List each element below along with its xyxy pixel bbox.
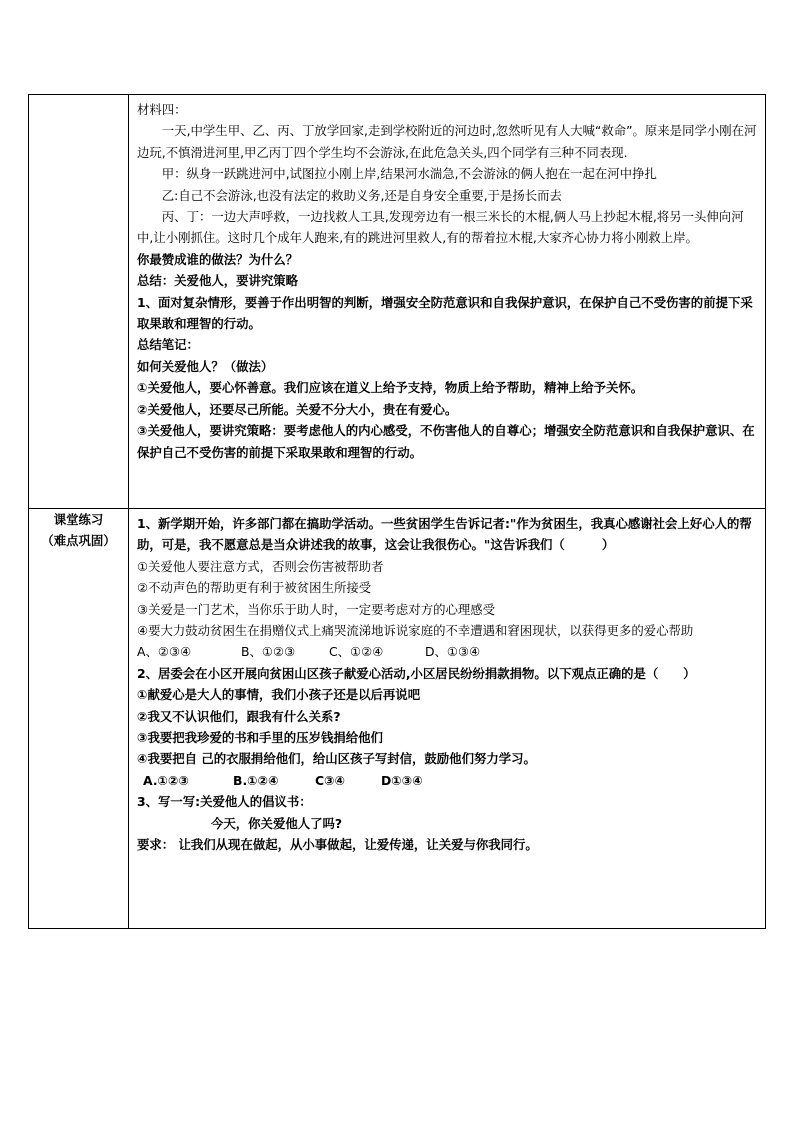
question-2-option-d: D①③④ <box>381 772 423 788</box>
question-1-option-a: A、②③④ <box>137 644 192 660</box>
question-1-stem: 1、新学期开始，许多部门都在搞助学活动。一些贫困学生告诉记者:"作为贫困生，我真心感谢社会上好心人的帮助，可是，我不愿意总是当众讲述我的故事，这会让我很伤心。"这告诉我们（ ） <box>137 516 752 553</box>
material-title: 材料四： <box>137 102 187 117</box>
question-1-statement-4: ④要大力鼓动贫困生在捐赠仪式上痛哭流涕地诉说家庭的不幸遭遇和窘困现状，以获得更多的爱心帮助 <box>137 623 694 639</box>
question-3-requirement: 要求： 让我们从现在做起，从小事做起，让爱传递，让关爱与你我同行。 <box>137 837 538 853</box>
question-1-statement-2: ②不动声色的帮助更有利于被贫困生所接受 <box>137 580 372 596</box>
lesson-table <box>28 94 766 929</box>
question-2-option-b: B.①②④ <box>233 772 279 788</box>
material-row-label-cell <box>29 95 129 509</box>
question-2-statement-3: ③我要把我珍爱的书和手里的压岁钱捐给他们 <box>137 730 383 746</box>
question-1-option-d: D、①③④ <box>425 644 481 660</box>
material-row-content-cell <box>129 95 766 509</box>
story-student-yi: 乙:自己不会游泳,也没有法定的救助义务,还是自身安全重要,于是扬长而去 <box>161 187 562 203</box>
note-item-2: ②关爱他人，还要尽己所能。关爱不分大小，贵在有爱心。 <box>137 401 458 417</box>
question-2-statement-1: ①献爱心是大人的事情，我们小孩子还是以后再说吧 <box>137 687 421 703</box>
question-1-option-b: B、①②③ <box>241 644 296 660</box>
question-3-stem: 3、写一写:关爱他人的倡议书： <box>137 794 312 810</box>
exercise-label: 课堂练习 <box>53 512 104 527</box>
story-student-jia: 甲：纵身一跃跳进河中,试图拉小刚上岸,结果河水湍急,不会游泳的俩人抱在一起在河中挣扎 <box>161 166 657 182</box>
material-row <box>29 95 766 509</box>
note-item-3: ③关爱他人，要讲究策略：要考虑他人的内心感受，不伤害他人的自尊心；增强安全防范意识和自我保护意识、在保护自己不受伤害的前提下采取果敢和理智的行动。 <box>137 423 755 460</box>
summary-point: 1、面对复杂情形，要善于作出明智的判断，增强安全防范意识和自我保护意识，在保护自己不受伤害的前提下采取果敢和理智的行动。 <box>137 294 753 332</box>
question-3-subtitle: 今天，你关爱他人了吗? <box>211 815 343 831</box>
question-2-option-a: A.①②③ <box>143 772 189 788</box>
exercise-label-cell <box>29 509 129 929</box>
question-1-statement-3: ③关爱是一门艺术，当你乐于助人时，一定要考虑对方的心理感受 <box>137 601 496 617</box>
exercise-content-cell <box>129 509 766 929</box>
summary-heading: 总结：关爱他人，要讲究策略 <box>137 273 299 289</box>
question-1-options <box>137 641 759 662</box>
exercise-sublabel: （难点巩固） <box>41 533 116 548</box>
question-2-statement-2: ②我又不认识他们，跟我有什么关系? <box>137 708 341 724</box>
question-2-option-c: C③④ <box>315 772 346 788</box>
notes-question: 如何关爱他人？（做法） <box>137 358 274 374</box>
question-2-options <box>137 770 759 791</box>
question-1-statement-1: ①关爱他人要注意方式，否则会伤害被帮助者 <box>137 558 384 574</box>
question-2-statement-4: ④我要把自 己的衣服捐给他们，给山区孩子写封信，鼓励他们努力学习。 <box>137 751 536 767</box>
discussion-question: 你最赞成谁的做法？为什么？ <box>137 251 299 267</box>
story-paragraph: 一天,中学生甲、乙、丙、丁放学回家,走到学校附近的河边时,忽然听见有人大喊“救命”。原来是同学小刚在河边玩,不慎滑进河里,甲乙丙丁四个学生均不会游泳,在此危急关头,四个同学有三种不同表现. <box>137 123 757 160</box>
exercise-row <box>29 509 766 929</box>
note-item-1: ①关爱他人，要心怀善意。我们应该在道义上给予支持，物质上给予帮助，精神上给予关怀。 <box>137 380 644 396</box>
question-1-option-c: C、①②④ <box>329 644 384 660</box>
story-student-bing-ding: 丙、丁：一边大声呼救，一边找救人工具,发现旁边有一根三米长的木棍,俩人马上抄起木棍,将另一头伸向河中,让小刚抓住。这时几个成年人跑来,有的跳进河里救人,有的帮着拉木棍,大家齐心协力将小刚救上岸。 <box>137 209 744 246</box>
question-2-stem: 2、居委会在小区开展向贫困山区孩子献爱心活动,小区居民纷纷捐款捐物。以下观点正确的是（ ） <box>137 665 696 681</box>
notes-title: 总结笔记： <box>137 337 199 353</box>
